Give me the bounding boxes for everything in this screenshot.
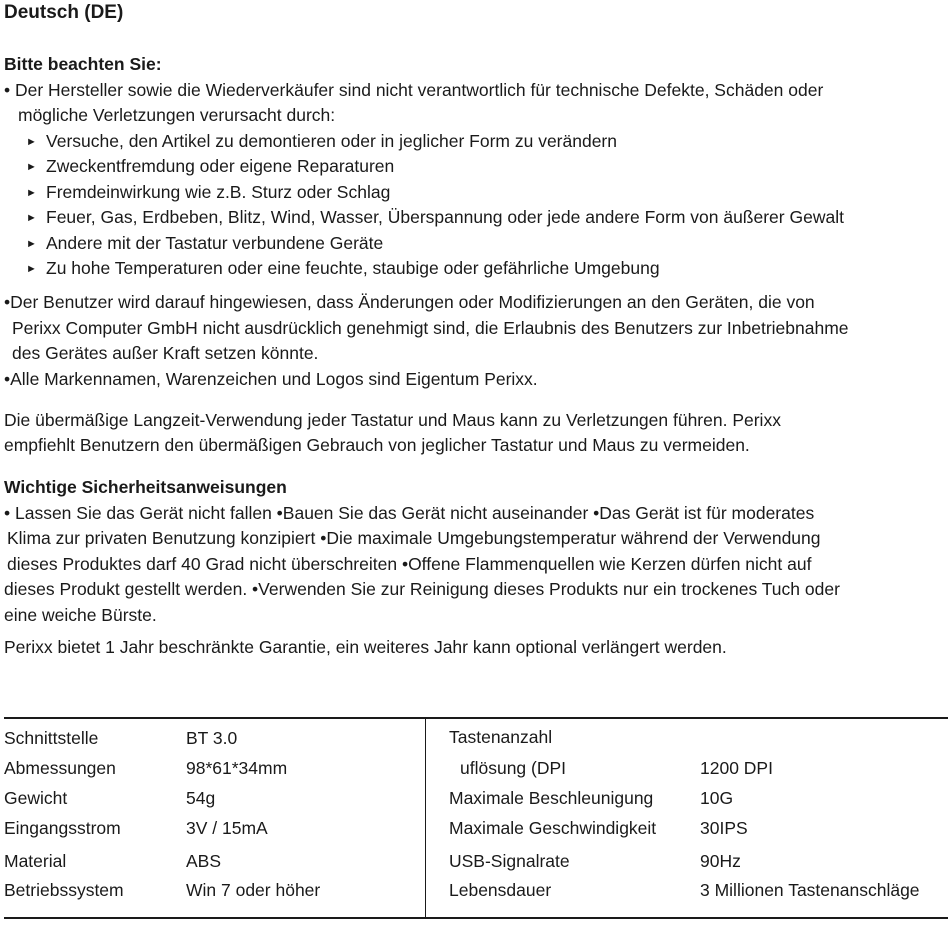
overuse-line2: empfiehlt Benutzern den übermäßigen Gebrauch von jeglicher Tastatur und Maus zu vermeiden. — [4, 435, 750, 455]
spec-value: 90Hz — [700, 851, 741, 871]
notice-bullet — [26, 181, 390, 204]
user-notice-line3: des Gerätes außer Kraft setzen könnte. — [12, 343, 319, 363]
notice-bullet-text: Zweckentfremdung oder eigene Reparaturen — [46, 156, 395, 176]
notice-intro-line2: mögliche Verletzungen verursacht durch: — [18, 105, 336, 125]
triangle-bullet-icon: ► — [26, 136, 37, 148]
notice-bullet — [26, 232, 383, 255]
triangle-bullet-icon: ► — [26, 238, 37, 250]
spec-value: ABS — [186, 851, 222, 871]
notice-bullet — [26, 155, 394, 178]
notice-intro-line1: • Der Hersteller sowie die Wiederverkäufer sind nicht verantwortlich für technische Defekte, Schäden oder — [4, 80, 824, 100]
spec-label: Lebensdauer — [449, 880, 552, 900]
safety-line4: dieses Produkt gestellt werden. •Verwenden Sie zur Reinigung dieses Produkts nur ein trockenes Tuch oder — [4, 579, 840, 599]
spec-label: Gewicht — [4, 788, 68, 808]
spec-value: 1200 DPI — [700, 758, 773, 778]
notice-bullet-text: Fremdeinwirkung wie z.B. Sturz oder Schlag — [46, 182, 391, 202]
notice-bullet — [26, 206, 844, 229]
notice-bullet — [26, 257, 660, 280]
spec-label: USB-Signalrate — [449, 851, 570, 871]
warranty-text: Perixx bietet 1 Jahr beschränkte Garantie, ein weiteres Jahr kann optional verlängert werden. — [4, 637, 727, 657]
brands-notice: •Alle Markennamen, Warenzeichen und Logos sind Eigentum Perixx. — [4, 369, 538, 389]
spec-label: Betriebssystem — [4, 880, 124, 900]
safety-heading: Wichtige Sicherheitsanweisungen — [4, 477, 287, 497]
safety-line2: Klima zur privaten Benutzung konzipiert •Die maximale Umgebungstemperatur während der Verwendung — [7, 528, 821, 548]
spec-value: 30IPS — [700, 818, 748, 838]
spec-label: Abmessungen — [4, 758, 116, 778]
overuse-line1: Die übermäßige Langzeit-Verwendung jeder Tastatur und Maus kann zu Verletzungen führen. Perixx — [4, 410, 781, 430]
spec-value: 3V / 15mA — [186, 818, 268, 838]
language-title: Deutsch (DE) — [4, 2, 124, 23]
spec-label: Maximale Geschwindigkeit — [449, 818, 657, 838]
triangle-bullet-icon: ► — [26, 263, 37, 275]
spec-table-divider — [425, 717, 426, 917]
spec-value: BT 3.0 — [186, 728, 238, 748]
spec-label: Tastenanzahl — [449, 727, 553, 747]
spec-value: 54g — [186, 788, 216, 808]
notice-bullet-text: Feuer, Gas, Erdbeben, Blitz, Wind, Wasser, Überspannung oder jede andere Form von äußerer Gewalt — [46, 207, 844, 227]
user-notice-line1: •Der Benutzer wird darauf hingewiesen, dass Änderungen oder Modifizierungen an den Geräten, die von — [4, 292, 815, 312]
spec-label: uflösung (DPI — [460, 758, 567, 778]
spec-value: 10G — [700, 788, 734, 808]
spec-label: Material — [4, 851, 67, 871]
safety-line3: dieses Produktes darf 40 Grad nicht überschreiten •Offene Flammenquellen wie Kerzen dürfen nicht auf — [7, 554, 812, 574]
spec-label: Eingangsstrom — [4, 818, 121, 838]
spec-value: 98*61*34mm — [186, 758, 288, 778]
spec-table-bottom-rule — [4, 917, 948, 919]
spec-label: Schnittstelle — [4, 728, 99, 748]
triangle-bullet-icon: ► — [26, 161, 37, 173]
notice-bullet-text: Zu hohe Temperaturen oder eine feuchte, staubige oder gefährliche Umgebung — [46, 258, 660, 278]
user-notice-line2: Perixx Computer GmbH nicht ausdrücklich genehmigt sind, die Erlaubnis des Benutzers zur Inbetriebnahme — [12, 318, 849, 338]
notice-heading: Bitte beachten Sie: — [4, 54, 162, 74]
notice-bullet — [26, 130, 617, 153]
spec-value: 3 Millionen Tastenanschläge — [700, 880, 920, 900]
notice-bullet-text: Versuche, den Artikel zu demontieren oder in jeglicher Form zu verändern — [46, 131, 617, 151]
safety-line5: eine weiche Bürste. — [4, 605, 157, 625]
safety-line1: • Lassen Sie das Gerät nicht fallen •Bauen Sie das Gerät nicht auseinander •Das Gerät ist für moderates — [4, 503, 815, 523]
notice-bullet-text: Andere mit der Tastatur verbundene Geräte — [46, 233, 384, 253]
spec-value: Win 7 oder höher — [186, 880, 321, 900]
spec-table-top-rule — [4, 717, 948, 719]
triangle-bullet-icon: ► — [26, 187, 37, 199]
spec-label: Maximale Beschleunigung — [449, 788, 654, 808]
triangle-bullet-icon: ► — [26, 212, 37, 224]
